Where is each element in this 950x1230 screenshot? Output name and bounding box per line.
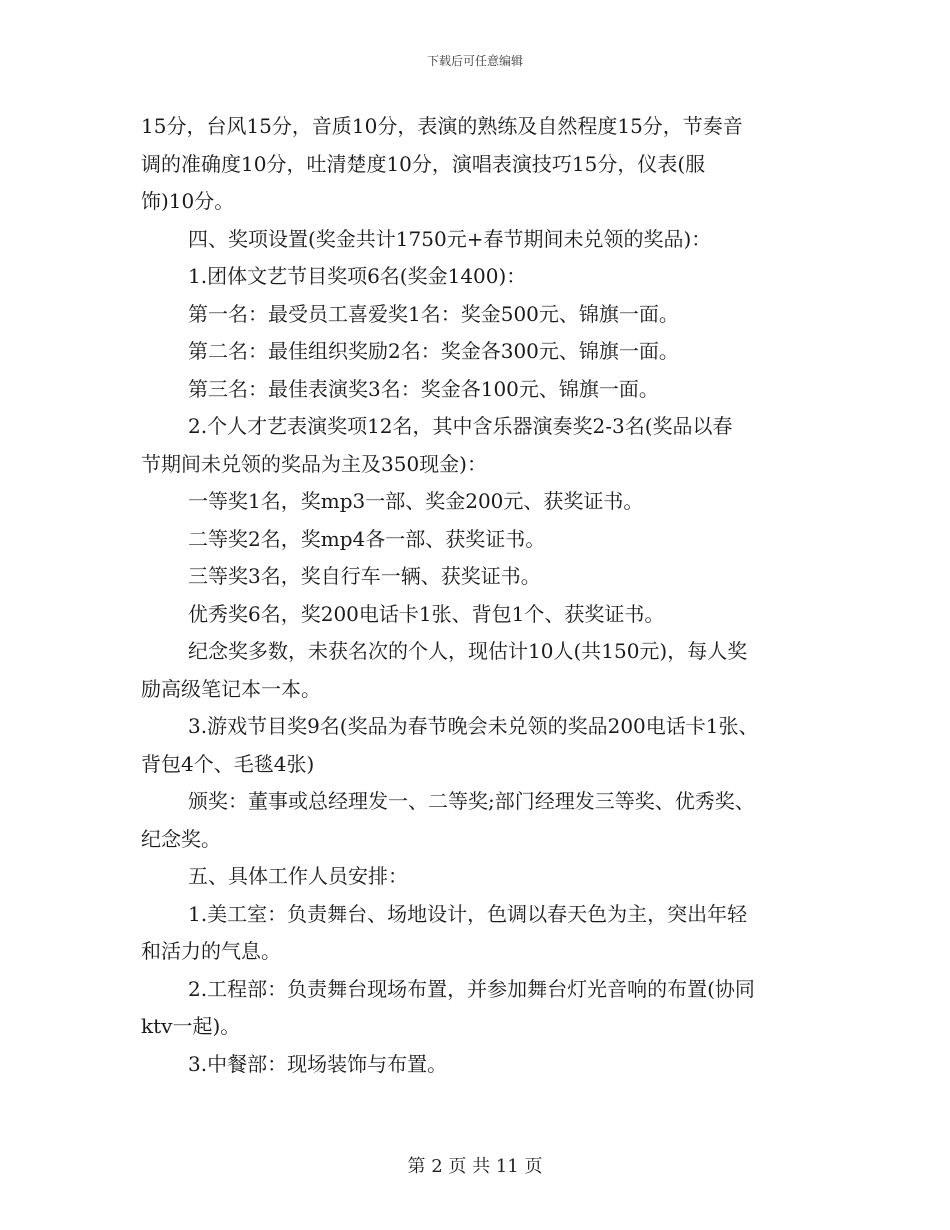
section-heading-awards: 四、奖项设置(奖金共计1750元+春节期间未兑领的奖品)： [188,226,712,251]
body-line: 调的准确度10分，吐清楚度10分，演唱表演技巧15分，仪表(服 [141,151,706,176]
body-line: 励高级笔记本一本。 [141,676,321,701]
body-line: 第二名：最佳组织奖励2名：奖金各300元、锦旗一面。 [188,339,679,363]
body-line: 第一名：最受员工喜爱奖1名：奖金500元、锦旗一面。 [188,301,679,326]
body-line: 一等奖1名，奖mp3一部、奖金200元、获奖证书。 [188,489,644,513]
body-line: 3.中餐部：现场装饰与布置。 [188,1051,448,1076]
body-line: 节期间未兑领的奖品为主及350现金)： [141,451,487,476]
body-line: 纪念奖多数，未获名次的个人，现估计10人(共150元)，每人奖 [188,639,748,663]
body-line: 纪念奖。 [141,826,221,851]
body-line: 1.美工室：负责舞台、场地设计，色调以春天色为主，突出年轻 [188,901,748,926]
body-line: 优秀奖6名，奖200电话卡1张、背包1个、获奖证书。 [188,601,665,626]
body-line: 背包4个、毛毯4张) [141,751,315,776]
body-line: 15分，台风15分，音质10分，表演的熟练及自然程度15分，节奏音 [141,114,743,138]
body-line: 颁奖：董事或总经理发一、二等奖;部门经理发三等奖、优秀奖、 [188,789,755,813]
page-header-note: 下载后可任意编辑 [426,54,523,68]
document-body [141,108,821,1083]
body-line: 1.团体文艺节目奖项6名(奖金1400)： [188,264,527,288]
body-line: 第三名：最佳表演奖3名：奖金各100元、锦旗一面。 [188,376,659,401]
body-line: 二等奖2名，奖mp4各一部、获奖证书。 [188,526,546,551]
body-line: 和活力的气息。 [141,939,281,963]
section-heading-staff: 五、具体工作人员安排： [188,864,408,888]
body-line: ktv一起)。 [141,1014,241,1038]
body-line: 2.个人才艺表演奖项12名，其中含乐器演奏奖2-3名(奖品以春 [188,414,733,438]
body-line: 2.工程部：负责舞台现场布置，并参加舞台灯光音响的布置(协同 [188,976,755,1001]
body-line: 饰)10分。 [141,189,235,213]
body-line: 3.游戏节目奖9名(奖品为春节晚会未兑领的奖品200电话卡1张、 [188,714,759,738]
body-line: 三等奖3名，奖自行车一辆、获奖证书。 [188,564,541,588]
page-number-footer: 第 2 页 共 11 页 [407,1156,543,1177]
